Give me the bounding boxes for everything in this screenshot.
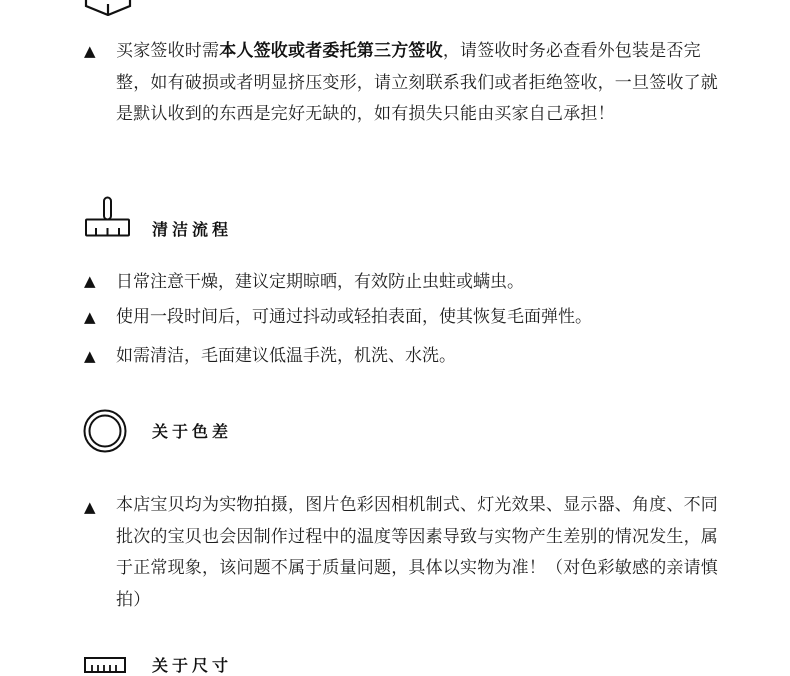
brush-icon (84, 196, 132, 240)
bullet-marker: ▲ (84, 347, 96, 365)
cleaning-item-1: 日常注意干燥，建议定期晾晒，有效防止虫蛀或螨虫。 (116, 272, 524, 292)
ruler-icon (84, 657, 128, 674)
double-circle-icon (83, 409, 127, 453)
sign-text-before: 买家签收时需 (116, 41, 220, 61)
sign-text-after: ，请签收时务必查看外包装是否完整，如有破损或者明显挤压变形，请立刻联系我们或者拒绝签收，一旦签收了就是默认收到的东西是完好无缺的，如有损失只能由买家自己承担！ (116, 41, 718, 124)
color-title: 关于色差 (152, 422, 233, 441)
cleaning-item-2: 使用一段时间后，可通过抖动或轻拍表面，使其恢复毛面弹性。 (116, 307, 592, 327)
size-title: 关于尺寸 (152, 656, 233, 675)
sign-paragraph (116, 36, 728, 131)
bullet-marker: ▲ (84, 498, 96, 516)
cleaning-title: 清洁流程 (152, 220, 233, 239)
bullet-marker: ▲ (84, 42, 96, 60)
sign-text-bold: 本人签收或者委托第三方签收 (219, 41, 443, 61)
color-paragraph: 本店宝贝均为实物拍摄，图片色彩因相机制式、灯光效果、显示器、角度、不同批次的宝贝也会因制作过程中的温度等因素导致与实物产生差别的情况发生，属于正常现象，该问题不属于质量问题，具体以实物为准！（对色彩敏感的亲请慎拍） (116, 495, 718, 610)
cleaning-item-3: 如需清洁，毛面建议低温手洗，机洗、水洗。 (116, 346, 456, 366)
package-icon (84, 0, 132, 16)
bullet-marker: ▲ (84, 308, 96, 326)
bullet-marker: ▲ (84, 272, 96, 290)
